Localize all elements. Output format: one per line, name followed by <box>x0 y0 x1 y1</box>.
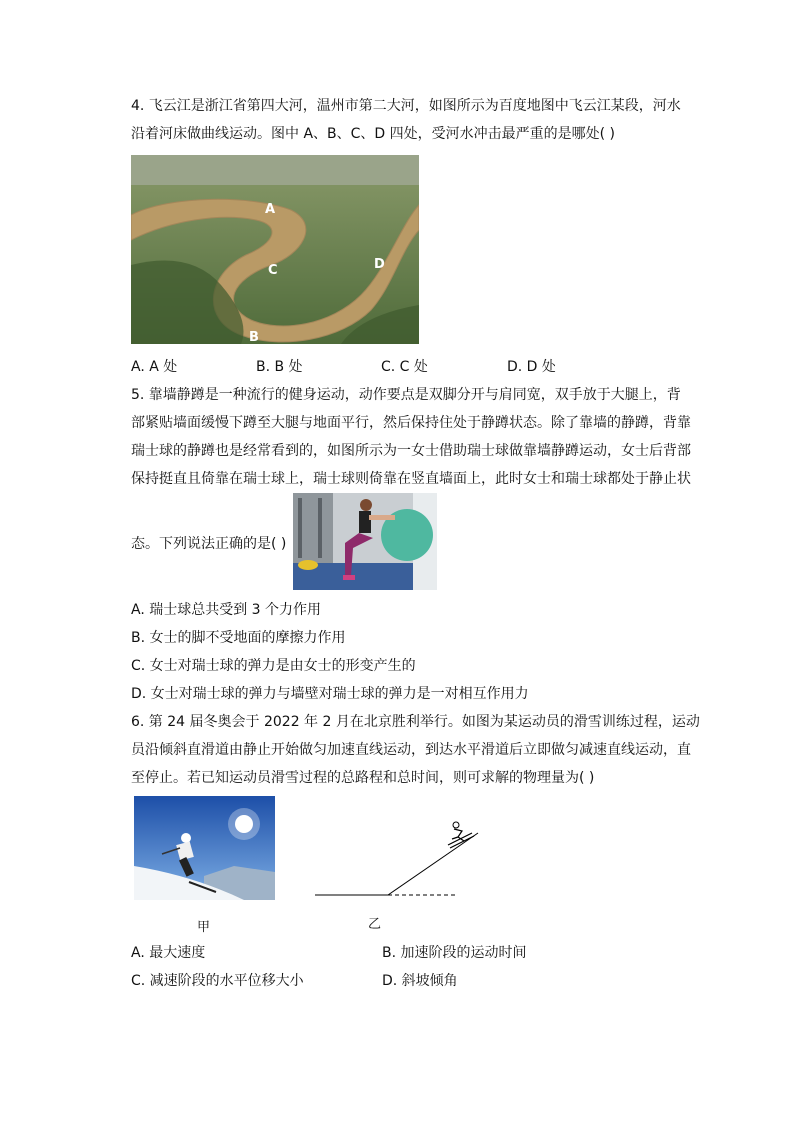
label-b: B <box>249 330 259 344</box>
q4-option-c: C. C 处 <box>381 359 428 375</box>
skier-photo <box>134 796 275 900</box>
q4-option-a: A. A 处 <box>131 359 178 375</box>
swiss-ball-photo <box>293 493 437 590</box>
q5-option-b: B. 女士的脚不受地面的摩擦力作用 <box>131 630 346 646</box>
q5-option-d: D. 女士对瑞士球的弹力与墙壁对瑞士球的弹力是一对相互作用力 <box>131 686 529 702</box>
q4-stem-line-1: 4. 飞云江是浙江省第四大河，温州市第二大河，如图所示为百度地图中飞云江某段，河水 <box>131 98 681 114</box>
q6-stem-line-3: 至停止。若已知运动员滑雪过程的总路程和总时间，则可求解的物理量为( ) <box>131 770 595 786</box>
q5-stem-line-2: 部紧贴墙面缓慢下蹲至大腿与地面平行，然后保持住处于静蹲状态。除了靠墙的静蹲，背靠 <box>131 415 691 431</box>
caption-jia: 甲 <box>197 920 211 935</box>
q6-option-c: C. 减速阶段的水平位移大小 <box>131 973 304 989</box>
river-photo <box>131 155 419 344</box>
label-a: A <box>265 202 276 217</box>
q4-option-b: B. B 处 <box>256 359 303 375</box>
q5-option-a: A. 瑞士球总共受到 3 个力作用 <box>131 602 322 618</box>
q6-option-d: D. 斜坡倾角 <box>382 973 458 989</box>
q6-stem-line-2: 员沿倾斜直滑道由静止开始做匀加速直线运动，到达水平滑道后立即做匀减速直线运动，直 <box>131 742 691 758</box>
q6-option-a: A. 最大速度 <box>131 945 206 961</box>
q6-option-b: B. 加速阶段的运动时间 <box>382 945 527 961</box>
skier-icon <box>448 822 474 848</box>
q4-stem-line-2: 沿着河床做曲线运动。图中 A、B、C、D 四处，受河水冲击最严重的是哪处( ) <box>131 126 616 142</box>
q5-option-c: C. 女士对瑞士球的弹力是由女士的形变产生的 <box>131 658 416 674</box>
q4-option-d: D. D 处 <box>507 359 556 375</box>
slope-diagram <box>310 815 480 900</box>
label-d: D <box>374 257 385 272</box>
caption-yi: 乙 <box>368 917 382 932</box>
q5-stem-line-5: 态。下列说法正确的是( ) <box>131 536 287 552</box>
q5-stem-line-3: 瑞士球的静蹲也是经常看到的，如图所示为一女士借助瑞士球做靠墙静蹲运动，女士后背部 <box>131 443 691 459</box>
q5-stem-line-1: 5. 靠墙静蹲是一种流行的健身运动，动作要点是双脚分开与肩同宽，双手放于大腿上，背 <box>131 387 681 403</box>
q5-stem-line-4: 保持挺直且倚靠在瑞士球上，瑞士球则倚靠在竖直墙面上，此时女士和瑞士球都处于静止状 <box>131 471 691 487</box>
q6-stem-line-1: 6. 第 24 届冬奥会于 2022 年 2 月在北京胜利举行。如图为某运动员的滑雪训练过程，运动 <box>131 714 700 730</box>
label-c: C <box>268 263 278 278</box>
